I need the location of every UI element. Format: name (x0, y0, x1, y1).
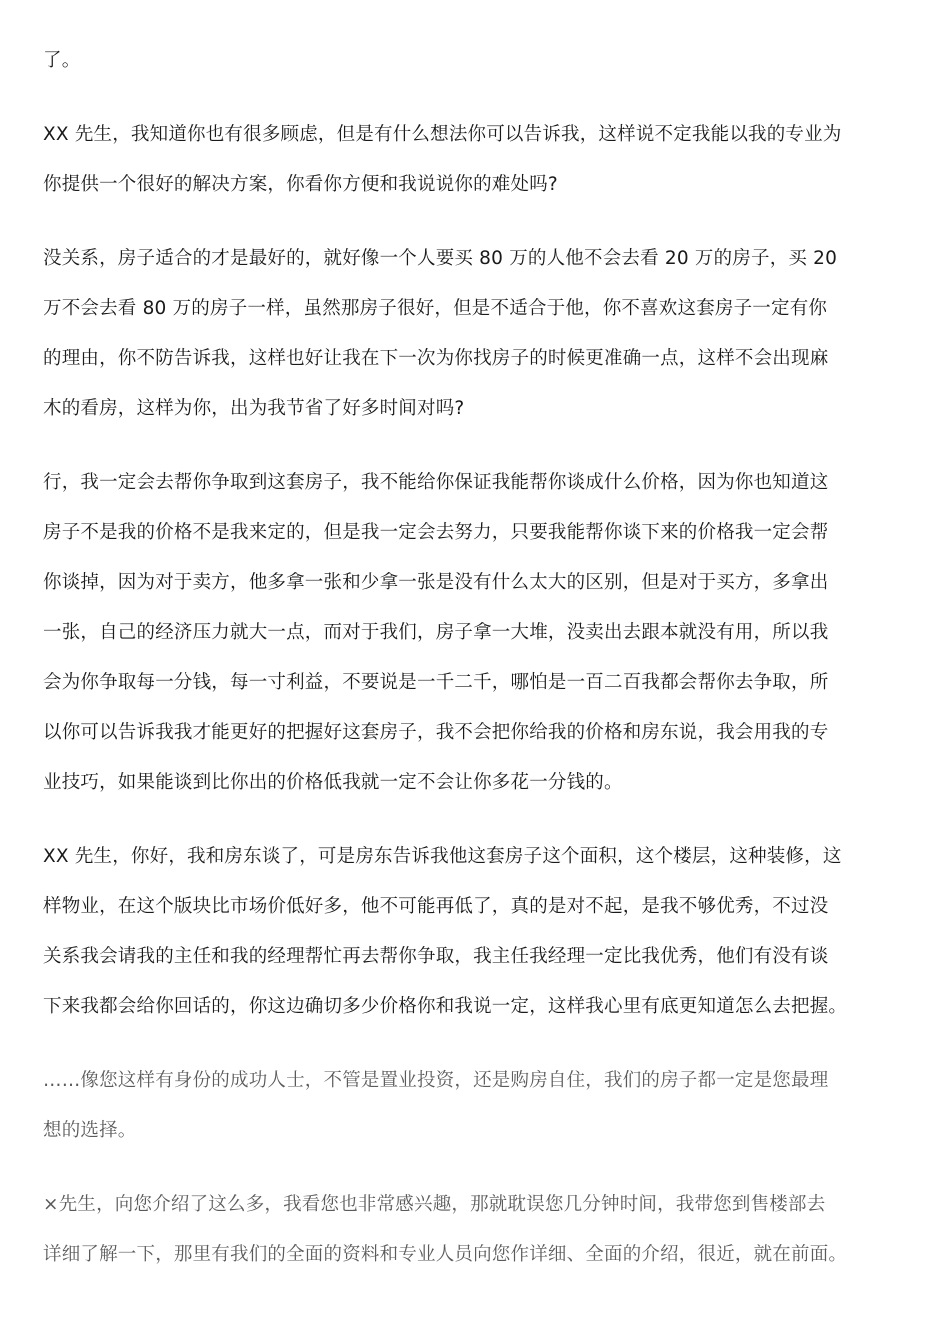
text-line: 木的看房，这样为你，出为我节省了好多时间对吗? (43, 398, 465, 419)
text-line: XX 先生，你好，我和房东谈了，可是房东告诉我他这套房子这个面积，这个楼层，这种装修，这 (43, 846, 842, 867)
paragraph-price-negotiation (43, 458, 865, 808)
document-body (43, 36, 865, 1280)
text-line: 没关系，房子适合的才是最好的，就好像一个人要买 80 万的人他不会去看 20 万的房子，买 20 (43, 248, 838, 269)
paragraph-visit-sales-office (43, 1180, 865, 1280)
text-line: 详细了解一下，那里有我们的全面的资料和专业人员向您作详细、全面的介绍，很近，就在前面。 (43, 1244, 848, 1265)
text-line: 行，我一定会去帮你争取到这套房子，我不能给你保证我能帮你谈成什么价格，因为你也知道这 (43, 472, 829, 493)
text-line: 万不会去看 80 万的房子一样，虽然那房子很好，但是不适合于他，你不喜欢这套房子一定有你 (43, 298, 828, 319)
text-line: 样物业，在这个版块比市场价低好多，他不可能再低了，真的是对不起，是我不够优秀，不过没 (43, 896, 829, 917)
paragraph-fragment-end (43, 36, 865, 86)
text-line: 房子不是我的价格不是我来定的，但是我一定会去努力，只要我能帮你谈下来的价格我一定会帮 (43, 522, 829, 543)
text-line: 以你可以告诉我我才能更好的把握好这套房子，我不会把你给我的价格和房东说，我会用我的专 (43, 722, 829, 743)
text-line: ……像您这样有身份的成功人士，不管是置业投资，还是购房自住，我们的房子都一定是您最理 (43, 1070, 829, 1091)
text-line: 一张，自己的经济压力就大一点，而对于我们，房子拿一大堆，没卖出去跟本就没有用，所以我 (43, 622, 829, 643)
text-line: 关系我会请我的主任和我的经理帮忙再去帮你争取，我主任我经理一定比我优秀，他们有没有谈 (43, 946, 829, 967)
text-line: 的理由，你不防告诉我，这样也好让我在下一次为你找房子的时候更准确一点，这样不会出现麻 (43, 348, 829, 369)
paragraph-house-fit (43, 234, 865, 434)
text-line: 想的选择。 (43, 1120, 137, 1141)
paragraph-ask-concerns (43, 110, 865, 210)
text-line: 会为你争取每一分钱，每一寸利益，不要说是一千二千，哪怕是一百二百我都会帮你去争取，所 (43, 672, 829, 693)
text-line: XX 先生，我知道你也有很多顾虑，但是有什么想法你可以告诉我，这样说不定我能以我的专业为 (43, 124, 842, 145)
text-line: 业技巧，如果能谈到比你出的价格低我就一定不会让你多花一分钱的。 (43, 772, 623, 793)
paragraph-landlord-reply (43, 832, 865, 1032)
text-line: 了。 (43, 50, 81, 71)
text-line: 你谈掉，因为对于卖方，他多拿一张和少拿一张是没有什么太大的区别，但是对于买方，多拿出 (43, 572, 829, 593)
text-line: 下来我都会给你回话的，你这边确切多少价格你和我说一定，这样我心里有底更知道怎么去把握。 (43, 996, 848, 1017)
text-line: ×先生，向您介绍了这么多，我看您也非常感兴趣，那就耽误您几分钟时间，我带您到售楼部去 (43, 1194, 826, 1215)
text-line: 你提供一个很好的解决方案，你看你方便和我说说你的难处吗? (43, 174, 558, 195)
paragraph-ideal-choice (43, 1056, 865, 1156)
